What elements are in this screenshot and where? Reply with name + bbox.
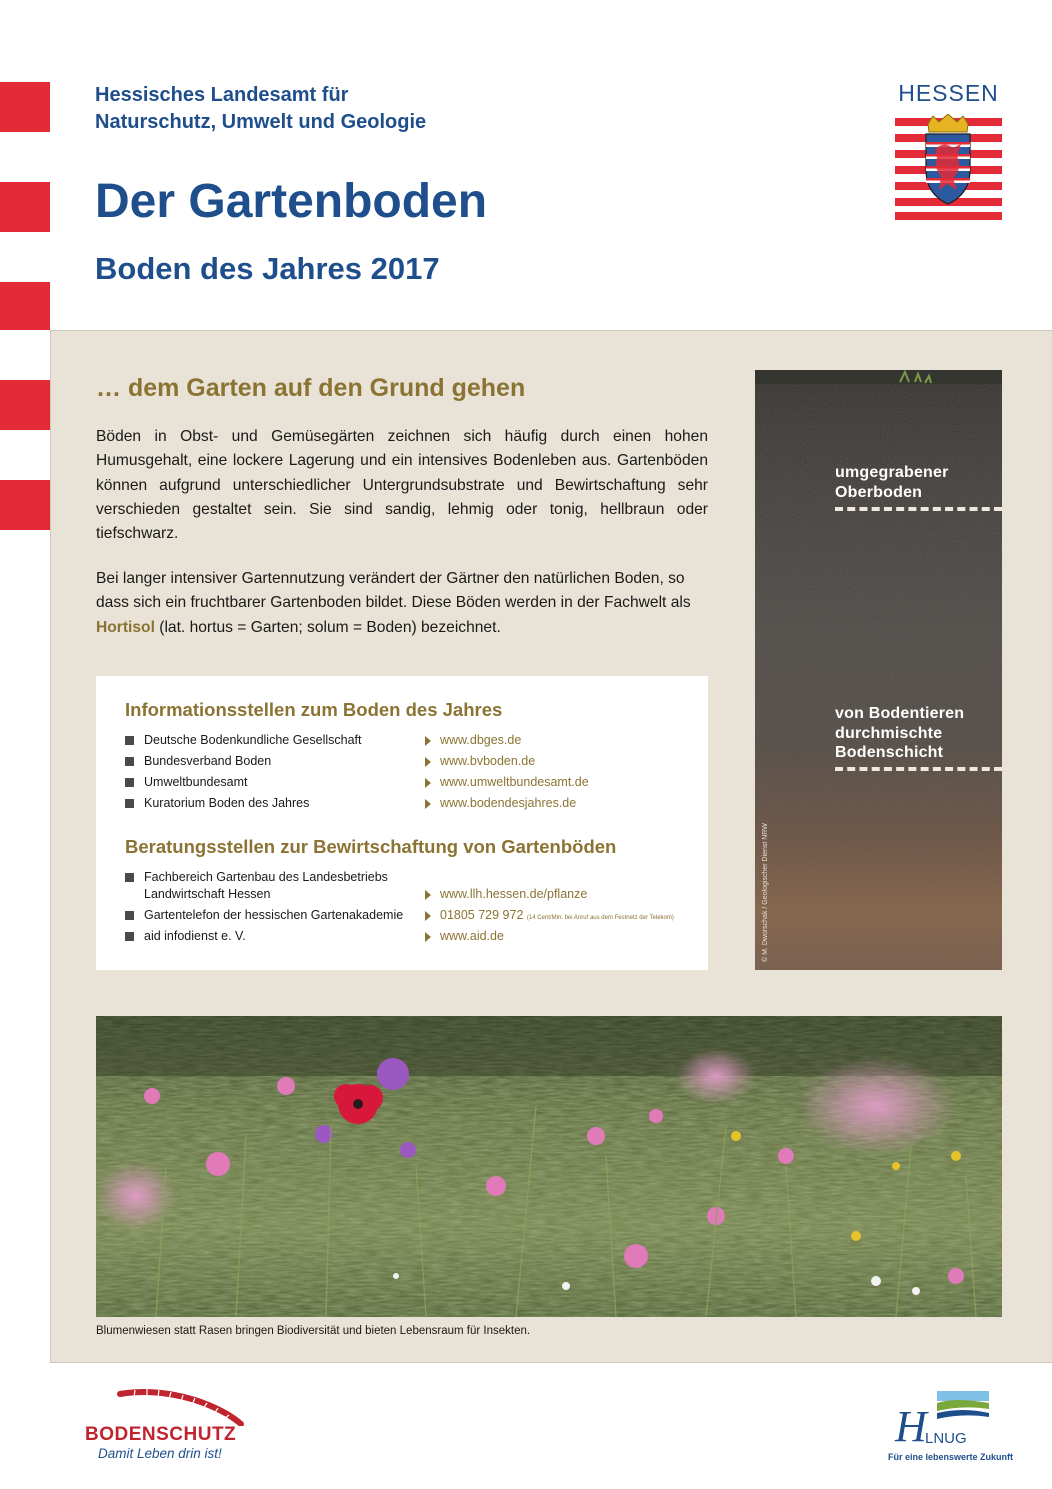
organization-line-2: Naturschutz, Umwelt und Geologie [95,111,427,133]
info-item-name-line-2: Landwirtschaft Hessen [144,887,271,901]
bullet [125,932,134,941]
arrow-right-icon [425,778,431,788]
info-item-link[interactable]: www.dbges.de [440,733,522,747]
hlnug-logo-letters: LNUG [925,1430,967,1447]
info-item-link[interactable]: www.aid.de [440,929,504,943]
side-stripe [0,82,50,132]
intro-paragraph-1: Böden in Obst- und Gemüsegärten zeichnen sich häufig durch einen hohen Humusgehalt, eine lockere Lagerung und ein intensives Bodenleben aus. Gartenböden können aufgrund unterschiedlicher Untergrundsubstrate und Bewirtschaftung sehr verschieden gestaltet sein. Sie sind sandig, lehmig oder tonig, hellbraun oder tiefschwarz. [96,428,708,543]
topsoil-label [835,463,949,502]
arrow-right-icon [425,757,431,767]
paragraph-text: (lat. hortus = Garten; solum = Boden) bezeichnet. [154,618,501,636]
bullet [125,736,134,745]
arrow-right-icon [425,890,431,900]
bullet [125,873,134,882]
bullet [125,799,134,808]
info-item-name: Deutsche Bodenkundliche Gesellschaft [144,733,362,747]
hortisol-term: Hortisol [96,618,155,636]
info-item-name [144,869,388,903]
hlnug-logo-letter-h: H [895,1402,927,1447]
info-item-link[interactable]: www.bvboden.de [440,754,536,768]
info-item-link[interactable]: www.umweltbundesamt.de [440,775,589,789]
intro-paragraph-2 [96,567,708,640]
soil-profile-photo [755,370,1002,970]
info-heading-1: Informationsstellen zum Boden des Jahres [125,699,503,720]
phone-number[interactable]: 01805 729 972 [440,908,524,922]
side-stripe [0,480,50,530]
topsoil-boundary-line [835,507,1002,511]
info-item-name: Kuratorium Boden des Jahres [144,796,310,810]
organization-name [95,82,426,136]
phone-cost-note: (14 Cent/Min. bei Anruf aus dem Festnetz der Telekom) [526,915,674,921]
photo-credit: © M. Dworschak / Geologischer Dienst NRW [762,823,769,962]
info-item-name: Umweltbundesamt [144,775,248,789]
side-stripe [0,282,50,330]
info-heading-2: Beratungsstellen zur Bewirtschaftung von Gartenböden [125,836,617,857]
info-item-phone[interactable] [440,908,674,922]
bioturbated-label-line-2: durchmischte [835,724,943,742]
bodenschutz-slogan: Damit Leben drin ist! [98,1446,222,1461]
hessen-wordmark: HESSEN [898,80,999,106]
side-stripe [0,182,50,232]
arrow-right-icon [425,799,431,809]
meadow-caption: Blumenwiesen statt Rasen bringen Biodiversität und bieten Lebensraum für Insekten. [96,1325,531,1337]
page-subtitle: Boden des Jahres 2017 [95,251,440,286]
side-stripe [0,380,50,430]
hessen-coat-of-arms-icon [895,114,1002,220]
arrow-right-icon [425,911,431,921]
info-item-name-line-1: Fachbereich Gartenbau des Landesbetriebs [144,870,388,884]
page-title: Der Gartenboden [95,175,488,228]
bodenschutz-earthworm-logo-icon [85,1388,245,1426]
info-item-name: Bundesverband Boden [144,754,272,768]
bullet [125,778,134,787]
topsoil-label-line-1: umgegrabener [835,464,949,481]
bullet [125,911,134,920]
arrow-right-icon [425,932,431,942]
organization-line-1: Hessisches Landesamt für [95,84,349,106]
bioturbated-label-line-3: Bodenschicht [835,744,944,761]
hlnug-slogan: Für eine lebenswerte Zukunft [888,1452,1014,1462]
bioturbated-label-line-1: von Bodentieren [835,705,965,722]
bodenschutz-name: BODENSCHUTZ [85,1424,237,1445]
hlnug-logo-icon [893,1385,993,1447]
paragraph-text: Bei langer intensiver Gartennutzung verändert der Gärtner den natürlichen Boden, so dass sich ein fruchtbarer Gartenboden bildet. Diese Böden werden in der Fachwelt als [96,570,691,612]
topsoil-label-line-2: Oberboden [835,483,923,501]
info-item-name: Gartentelefon der hessischen Gartenakademie [144,908,404,922]
bioturbated-layer-label [835,704,964,763]
flower-meadow-photo [96,1016,1002,1317]
bioturbated-boundary-line [835,767,1002,771]
info-item-link[interactable]: www.bodendesjahres.de [440,796,577,810]
info-item-name: aid infodienst e. V. [144,929,246,943]
intro-heading: … dem Garten auf den Grund gehen [96,374,526,402]
bullet [125,757,134,766]
arrow-right-icon [425,736,431,746]
info-item-link[interactable]: www.llh.hessen.de/pflanze [440,887,588,901]
